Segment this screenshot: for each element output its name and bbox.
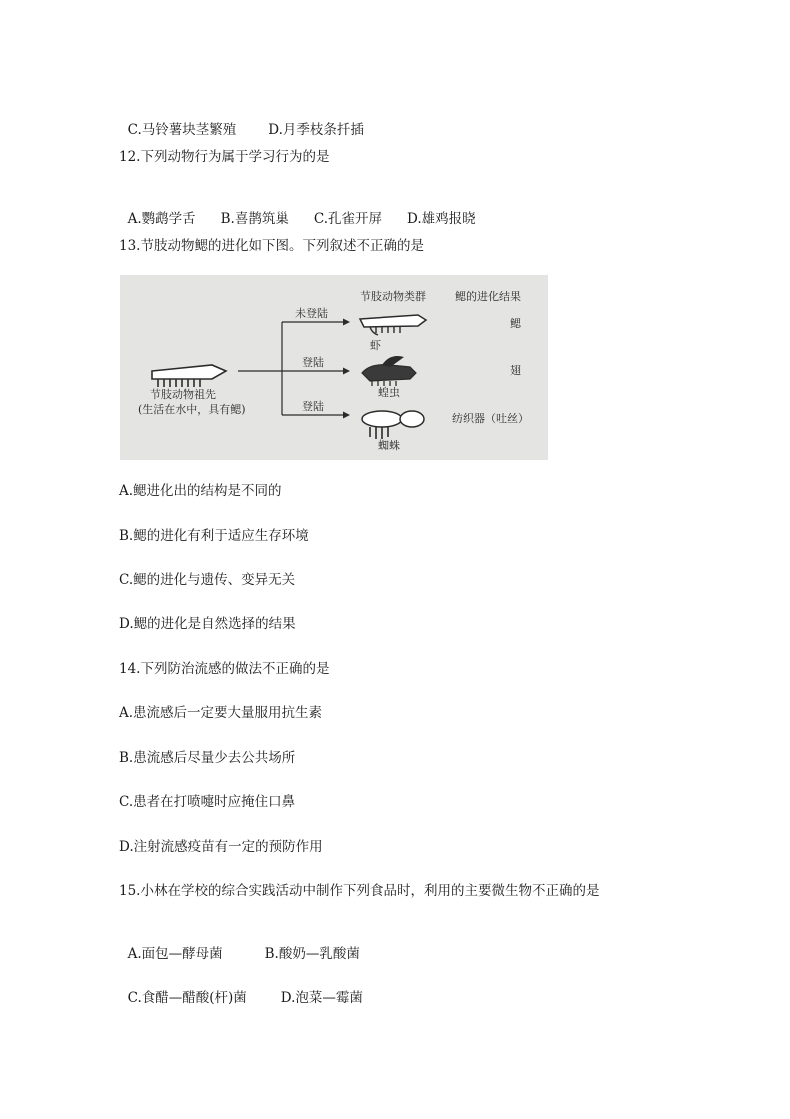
option-a: A.面包—酵母菌: [127, 946, 223, 962]
group-locust-label: 蝗虫: [378, 386, 400, 399]
question-15-options-cd: [119, 971, 363, 1007]
question-14: 14.下列防治流感的做法不正确的是: [119, 661, 330, 677]
gill-evolution-diagram: [120, 275, 548, 460]
question-12-options: [119, 192, 476, 228]
question-15-options-ab: [119, 927, 360, 963]
question-12: 12.下列动物行为属于学习行为的是: [119, 149, 330, 165]
option-d: D.雄鸡报晓: [407, 211, 476, 227]
result-spinneret: 纺织器（吐丝）: [452, 412, 529, 425]
option-b: B.喜鹊筑巢: [220, 211, 289, 227]
result-wing: 翅: [510, 364, 521, 377]
option-c: C.孔雀开屏: [313, 211, 382, 227]
option-13-b: B.鳃的进化有利于适应生存环境: [119, 528, 309, 544]
option-13-c: C.鳃的进化与遗传、变异无关: [119, 572, 296, 588]
branch-label-landed-1: 登陆: [302, 356, 324, 369]
option-14-a: A.患流感后一定要大量服用抗生素: [119, 705, 323, 721]
option-13-d: D.鳃的进化是自然选择的结果: [119, 616, 296, 632]
branch-label-not-landed: 未登陆: [295, 307, 328, 320]
option-c: C.食醋—醋酸(杆)菌: [127, 990, 247, 1006]
option-d: D.月季枝条扦插: [268, 122, 364, 138]
result-gill: 鳃: [510, 317, 521, 330]
option-b: B.酸奶—乳酸菌: [264, 946, 360, 962]
group-shrimp-label: 虾: [370, 339, 381, 352]
option-a: A.鹦鹉学舌: [127, 211, 196, 227]
header-result: 鳃的进化结果: [455, 290, 521, 303]
ancestor-label: 节肢动物祖先: [150, 388, 216, 401]
option-14-b: B.患流感后尽量少去公共场所: [119, 750, 296, 766]
option-14-c: C.患者在打喷嚏时应掩住口鼻: [119, 794, 296, 810]
group-spider-label: 蜘蛛: [378, 439, 400, 452]
option-d: D.泡菜—霉菌: [280, 990, 363, 1006]
option-c: C.马铃薯块茎繁殖: [127, 122, 237, 138]
question-13: 13.节肢动物鳃的进化如下图。下列叙述不正确的是: [119, 238, 424, 254]
ancestor-habitat: (生活在水中，具有鳃): [138, 403, 246, 416]
header-group: 节肢动物类群: [360, 290, 426, 303]
question-15: 15.小林在学校的综合实践活动中制作下列食品时，利用的主要微生物不正确的是: [119, 883, 600, 899]
branch-label-landed-2: 登陆: [302, 400, 324, 413]
option-line-c-d: [119, 103, 364, 139]
option-14-d: D.注射流感疫苗有一定的预防作用: [119, 839, 323, 855]
option-13-a: A.鳃进化出的结构是不同的: [119, 483, 282, 499]
